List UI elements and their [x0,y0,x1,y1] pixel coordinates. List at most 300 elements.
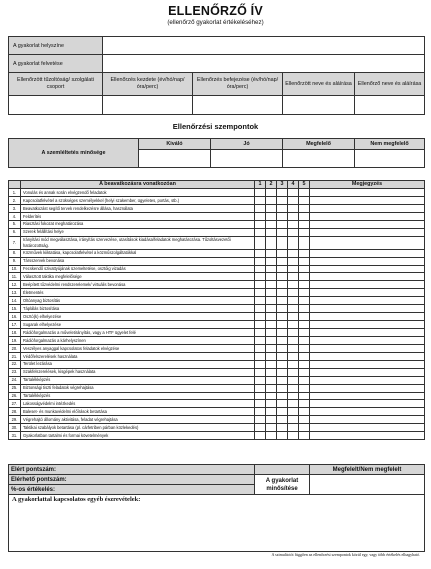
score-box-1[interactable] [255,408,266,416]
grade-inadequate-box[interactable] [355,150,425,168]
criteria-row [9,236,425,249]
score-box-1[interactable] [255,313,266,321]
criteria-row [9,416,425,424]
end-field[interactable] [193,96,283,115]
score-box-1[interactable] [255,249,266,257]
criteria-remark-field[interactable] [310,424,425,432]
criteria-row [9,336,425,344]
criteria-row [9,212,425,220]
score-col-3: 3 [277,181,288,189]
criteria-number: 13. [9,289,21,297]
score-box-3[interactable] [277,329,288,337]
score-box-5[interactable] [299,408,310,416]
other-remarks-field[interactable] [9,495,425,552]
score-box-2[interactable] [266,204,277,212]
score-box-5[interactable] [299,392,310,400]
score-box-2[interactable] [266,321,277,329]
score-box-4[interactable] [288,249,299,257]
score-box-2[interactable] [266,189,277,197]
score-box-5[interactable] [299,297,310,305]
score-box-2[interactable] [266,400,277,408]
score-box-1[interactable] [255,257,266,265]
score-box-2[interactable] [266,360,277,368]
score-box-5[interactable] [299,289,310,297]
criteria-row [9,360,425,368]
score-box-2[interactable] [266,408,277,416]
criteria-number: 31. [9,432,21,440]
score-box-1[interactable] [255,305,266,313]
score-box-2[interactable] [266,424,277,432]
criteria-number: 26. [9,392,21,400]
score-box-3[interactable] [277,376,288,384]
criteria-text: Taktikai szabályok betartása (pl. cárfetriben párban közlekedés) [21,424,255,432]
percent-label: %-os értékelés: [9,485,255,495]
document-title: ELLENŐRZŐ ÍV [168,4,263,18]
score-box-3[interactable] [277,228,288,236]
score-box-3[interactable] [277,384,288,392]
score-box-1[interactable] [255,236,266,249]
criteria-number: 8. [9,249,21,257]
score-box-1[interactable] [255,265,266,273]
col-inspector-sign: Ellenőrző neve és aláírása [355,73,425,96]
score-col-4: 4 [288,181,299,189]
score-col-2: 2 [266,181,277,189]
score-box-3[interactable] [277,249,288,257]
achieved-value[interactable] [255,465,310,475]
score-box-3[interactable] [277,432,288,440]
criteria-remark-field[interactable] [310,392,425,400]
score-box-5[interactable] [299,249,310,257]
grade-excellent: Kiváló [139,139,211,150]
score-box-3[interactable] [277,212,288,220]
criteria-number: 16. [9,313,21,321]
criteria-num-header [9,181,21,189]
criteria-remark-field[interactable] [310,352,425,360]
score-box-1[interactable] [255,416,266,424]
score-box-1[interactable] [255,376,266,384]
score-box-5[interactable] [299,281,310,289]
criteria-row [9,305,425,313]
score-box-1[interactable] [255,360,266,368]
score-box-4[interactable] [288,400,299,408]
score-box-1[interactable] [255,196,266,204]
score-box-5[interactable] [299,336,310,344]
score-box-4[interactable] [288,257,299,265]
criteria-number: 4. [9,212,21,220]
criteria-row [9,432,425,440]
score-box-4[interactable] [288,313,299,321]
grade-excellent-box[interactable] [139,150,211,168]
criteria-number: 27. [9,400,21,408]
criteria-row [9,384,425,392]
score-box-4[interactable] [288,424,299,432]
criteria-row [9,265,425,273]
criteria-remark-field[interactable] [310,196,425,204]
score-box-4[interactable] [288,352,299,360]
unit-field[interactable] [9,96,103,115]
score-box-3[interactable] [277,408,288,416]
criteria-text: Szakfelszerelések, kisgépek használata [21,368,255,376]
pass-fail-label: Megfelelt/Nem megfelelt [310,465,425,475]
score-box-5[interactable] [299,196,310,204]
score-box-5[interactable] [299,265,310,273]
quality-label: A szemléltetés minősége [9,139,139,168]
criteria-number: 20. [9,344,21,352]
score-box-4[interactable] [288,376,299,384]
criteria-text: Vonulás és annak során elvégzendő feladatok [21,189,255,197]
footnote: A szimulációt függően az ellenőrzési szempontok közül egy, vagy több értékelés elhagyható. [271,552,420,557]
score-box-1[interactable] [255,392,266,400]
score-box-4[interactable] [288,416,299,424]
criteria-number: 9. [9,257,21,265]
score-box-2[interactable] [266,305,277,313]
score-box-2[interactable] [266,376,277,384]
score-box-5[interactable] [299,321,310,329]
score-box-3[interactable] [277,392,288,400]
criteria-row [9,281,425,289]
score-box-3[interactable] [277,289,288,297]
criteria-text: Fecskendő szivattyújának üzemeltetése, osztóig vizadás [21,265,255,273]
score-box-3[interactable] [277,189,288,197]
criteria-number: 6. [9,228,21,236]
col-inspected-sign: Ellenőrzött neve és aláírása [283,73,355,96]
criteria-text: Beépített tűzvédelmi rendszerelemek/ virtuális bevonása [21,281,255,289]
criteria-row [9,329,425,337]
score-box-4[interactable] [288,204,299,212]
score-box-1[interactable] [255,432,266,440]
score-box-4[interactable] [288,368,299,376]
criteria-text: Lakosságvédelmi intézkedés [21,400,255,408]
score-box-5[interactable] [299,220,310,228]
criteria-remark-field[interactable] [310,228,425,236]
score-box-2[interactable] [266,228,277,236]
score-box-2[interactable] [266,368,277,376]
col-end: Ellenőrzés befejezése (év/hó/nap/óra/perc) [193,73,283,96]
criteria-row [9,408,425,416]
criteria-text: Osztó(k) elhelyezése [21,313,255,321]
score-box-1[interactable] [255,329,266,337]
criteria-row [9,189,425,197]
score-box-3[interactable] [277,265,288,273]
score-box-2[interactable] [266,384,277,392]
criteria-remark-field[interactable] [310,273,425,281]
criteria-remark-field[interactable] [310,329,425,337]
score-box-2[interactable] [266,313,277,321]
score-box-3[interactable] [277,281,288,289]
score-box-4[interactable] [288,220,299,228]
score-box-3[interactable] [277,344,288,352]
score-box-5[interactable] [299,368,310,376]
score-box-2[interactable] [266,196,277,204]
criteria-remark-field[interactable] [310,236,425,249]
score-box-4[interactable] [288,336,299,344]
score-box-5[interactable] [299,384,310,392]
criteria-number: 5. [9,220,21,228]
score-box-4[interactable] [288,384,299,392]
score-box-3[interactable] [277,313,288,321]
score-box-3[interactable] [277,368,288,376]
criteria-number: 3. [9,204,21,212]
criteria-remark-field[interactable] [310,257,425,265]
score-box-4[interactable] [288,344,299,352]
criteria-text: Választott taktika megfelelősége [21,273,255,281]
place-field[interactable] [103,37,425,55]
score-box-1[interactable] [255,273,266,281]
task-label: A gyakorlat felvetése [9,55,103,73]
score-box-1[interactable] [255,281,266,289]
pass-fail-field[interactable] [310,475,425,495]
criteria-remark-field[interactable] [310,321,425,329]
criteria-remark-field[interactable] [310,265,425,273]
score-box-2[interactable] [266,432,277,440]
inspector-sign-field[interactable] [355,96,425,115]
score-box-5[interactable] [299,204,310,212]
inspected-sign-field[interactable] [283,96,355,115]
score-box-3[interactable] [277,400,288,408]
criteria-number: 12. [9,281,21,289]
criteria-number: 21. [9,352,21,360]
criteria-remark-field[interactable] [310,212,425,220]
score-box-4[interactable] [288,305,299,313]
score-box-3[interactable] [277,336,288,344]
score-box-2[interactable] [266,336,277,344]
score-box-3[interactable] [277,352,288,360]
score-box-3[interactable] [277,273,288,281]
criteria-number: 24. [9,376,21,384]
score-box-2[interactable] [266,329,277,337]
score-box-4[interactable] [288,265,299,273]
achieved-label: Elért pontszám: [9,465,255,475]
criteria-text: Kapcsolatfelvétel a szükséges személyekkel (helyi szakember, ügyeletes, portás, stb.) [21,196,255,204]
score-box-4[interactable] [288,392,299,400]
score-box-4[interactable] [288,212,299,220]
criteria-text: Táplálás biztosítása [21,305,255,313]
document-subtitle: (ellenőrző gyakorlat értékeléséhez) [167,19,264,26]
score-box-5[interactable] [299,273,310,281]
score-box-3[interactable] [277,196,288,204]
criteria-text: Sugarak elhelyezése [21,321,255,329]
grade-good-box[interactable] [211,150,283,168]
criteria-text: Oltóanyag biztosítás [21,297,255,305]
score-box-3[interactable] [277,204,288,212]
start-field[interactable] [103,96,193,115]
criteria-remark-field[interactable] [310,336,425,344]
score-box-3[interactable] [277,360,288,368]
score-box-1[interactable] [255,336,266,344]
score-box-5[interactable] [299,329,310,337]
score-box-1[interactable] [255,189,266,197]
criteria-row [9,289,425,297]
criteria-number: 30. [9,424,21,432]
criteria-text: Veszélyes anyaggal kapcsolatos feladatok elvégzése [21,344,255,352]
score-box-4[interactable] [288,189,299,197]
criteria-remark-field[interactable] [310,408,425,416]
criteria-text: Rádióforgalmazás a kárhelyszínen [21,336,255,344]
score-box-1[interactable] [255,204,266,212]
score-box-5[interactable] [299,424,310,432]
score-box-5[interactable] [299,400,310,408]
criteria-number: 17. [9,321,21,329]
score-box-4[interactable] [288,408,299,416]
score-box-4[interactable] [288,432,299,440]
criteria-remark-field[interactable] [310,416,425,424]
score-box-3[interactable] [277,220,288,228]
criteria-text: Beavatkozást segítő tervek rendelkezésre állása, használata [21,204,255,212]
criteria-text: Terület lezárása [21,360,255,368]
criteria-remark-field[interactable] [310,220,425,228]
score-box-5[interactable] [299,416,310,424]
score-box-5[interactable] [299,228,310,236]
summary-table [8,464,425,552]
rating-label: A gyakorlat minősítése [255,475,310,495]
criteria-text: Irányítási mód megválasztása, irányítás szervezése, utasítások kiadása/feladatok meghatározása. Tűzoltásvezetői határozottság. [21,236,255,249]
criteria-row [9,196,425,204]
criteria-remark-field[interactable] [310,400,425,408]
score-box-5[interactable] [299,432,310,440]
score-box-3[interactable] [277,305,288,313]
criteria-number: 25. [9,384,21,392]
criteria-remark-field[interactable] [310,432,425,440]
achievable-label: Elérhető pontszám: [9,475,255,485]
score-box-3[interactable] [277,257,288,265]
criteria-text: Védőfelszerelések használata [21,352,255,360]
criteria-row [9,344,425,352]
criteria-row [9,352,425,360]
criteria-text: Végrehajtó állomány aktivitása, feladat végrehajtása [21,416,255,424]
score-box-4[interactable] [288,329,299,337]
criteria-remark-field[interactable] [310,204,425,212]
other-remarks-label: A gyakorlattal kapcsolatos egyéb észrevételek: [12,496,141,503]
criteria-remark-field[interactable] [310,344,425,352]
score-box-3[interactable] [277,416,288,424]
criteria-number: 2. [9,196,21,204]
score-box-5[interactable] [299,236,310,249]
criteria-remark-field[interactable] [310,313,425,321]
criteria-number: 10. [9,265,21,273]
score-box-2[interactable] [266,289,277,297]
score-box-4[interactable] [288,281,299,289]
place-label: A gyakorlat helyszíne [9,37,103,55]
criteria-number: 19. [9,336,21,344]
criteria-number: 29. [9,416,21,424]
score-box-1[interactable] [255,352,266,360]
score-box-1[interactable] [255,424,266,432]
score-box-3[interactable] [277,321,288,329]
score-box-3[interactable] [277,297,288,305]
criteria-remark-field[interactable] [310,360,425,368]
section-title: Ellenőrzési szempontok [172,122,259,131]
criteria-remark-field[interactable] [310,384,425,392]
score-box-2[interactable] [266,273,277,281]
score-box-1[interactable] [255,344,266,352]
criteria-remark-field[interactable] [310,289,425,297]
criteria-text: Riasztási fokozat meghatározása [21,220,255,228]
score-box-2[interactable] [266,297,277,305]
criteria-text: Felderítés [21,212,255,220]
score-box-2[interactable] [266,352,277,360]
score-box-4[interactable] [288,236,299,249]
criteria-remark-field[interactable] [310,297,425,305]
score-box-5[interactable] [299,352,310,360]
criteria-remark-field[interactable] [310,189,425,197]
score-box-2[interactable] [266,257,277,265]
score-box-1[interactable] [255,220,266,228]
score-box-4[interactable] [288,196,299,204]
score-box-5[interactable] [299,257,310,265]
grade-adequate-box[interactable] [283,150,355,168]
criteria-text: Biztonsági tiszti feladatok végrehajtása [21,384,255,392]
score-box-1[interactable] [255,289,266,297]
score-box-2[interactable] [266,265,277,273]
score-box-3[interactable] [277,424,288,432]
criteria-row [9,424,425,432]
criteria-remark-field[interactable] [310,368,425,376]
score-box-4[interactable] [288,228,299,236]
criteria-row [9,257,425,265]
task-field[interactable] [103,55,425,73]
score-box-1[interactable] [255,321,266,329]
score-box-2[interactable] [266,220,277,228]
score-box-2[interactable] [266,249,277,257]
criteria-number: 7. [9,236,21,249]
score-box-4[interactable] [288,289,299,297]
criteria-text: Rádióforgalmazás a műveletirányítás, vagy a HTF ügyelet felé [21,329,255,337]
score-box-1[interactable] [255,368,266,376]
score-box-4[interactable] [288,360,299,368]
score-box-2[interactable] [266,416,277,424]
score-box-5[interactable] [299,376,310,384]
score-box-3[interactable] [277,236,288,249]
score-box-5[interactable] [299,189,310,197]
col-start: Ellenőrzés kezdete (év/hó/nap/óra/perc) [103,73,193,96]
score-box-2[interactable] [266,212,277,220]
score-box-4[interactable] [288,297,299,305]
score-box-2[interactable] [266,236,277,249]
score-box-5[interactable] [299,360,310,368]
criteria-remark-field[interactable] [310,249,425,257]
criteria-row [9,368,425,376]
score-box-2[interactable] [266,344,277,352]
score-box-1[interactable] [255,384,266,392]
score-box-1[interactable] [255,228,266,236]
score-box-5[interactable] [299,313,310,321]
grade-good: Jó [211,139,283,150]
criteria-text: Közművek kiiktatása, kapcsolatfelvétel a közműszolgáltatókkal [21,249,255,257]
criteria-remark-field[interactable] [310,376,425,384]
quality-table [8,138,425,168]
score-box-1[interactable] [255,400,266,408]
criteria-remark-field[interactable] [310,281,425,289]
criteria-row [9,249,425,257]
criteria-text: Életmentés [21,289,255,297]
score-box-4[interactable] [288,321,299,329]
criteria-number: 14. [9,297,21,305]
score-box-5[interactable] [299,305,310,313]
criteria-table [8,180,425,440]
criteria-row [9,204,425,212]
criteria-row [9,400,425,408]
score-box-2[interactable] [266,281,277,289]
score-box-2[interactable] [266,392,277,400]
criteria-row [9,313,425,321]
criteria-remark-field[interactable] [310,305,425,313]
criteria-number: 22. [9,360,21,368]
score-box-1[interactable] [255,297,266,305]
score-box-5[interactable] [299,344,310,352]
score-box-1[interactable] [255,212,266,220]
score-box-4[interactable] [288,273,299,281]
score-box-5[interactable] [299,212,310,220]
